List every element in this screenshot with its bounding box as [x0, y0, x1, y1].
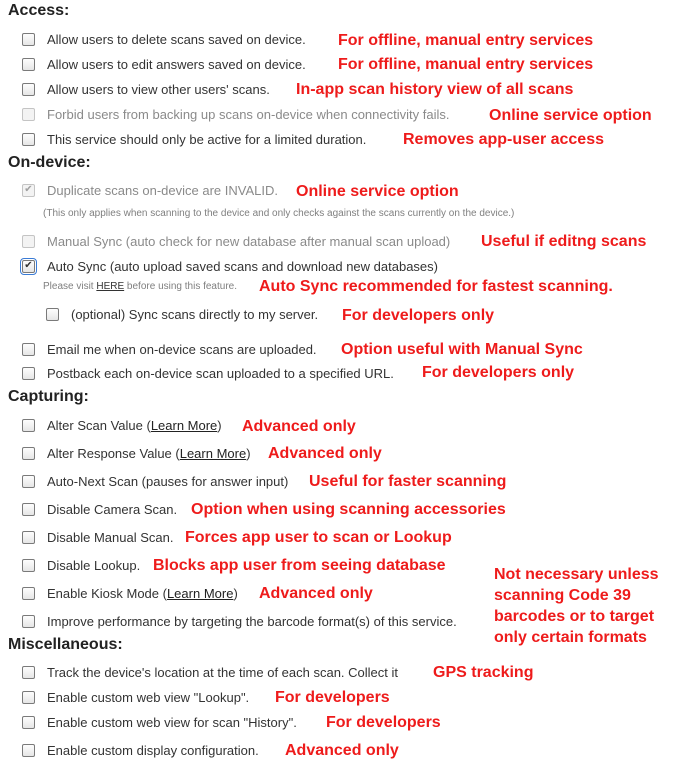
option-limited-duration [22, 129, 366, 149]
allow-edit-checkbox[interactable] [22, 58, 35, 71]
section-access: Access: [8, 2, 70, 19]
email-upload-checkbox[interactable] [22, 343, 35, 356]
limited-duration-checkbox[interactable] [22, 133, 35, 146]
kiosk-mode-label: Enable Kiosk Mode (Learn More) [47, 585, 238, 601]
option-custom-display-config [22, 740, 259, 760]
email-upload-annotation: Option useful with Manual Sync [341, 341, 583, 358]
alter-response-value-label: Alter Response Value (Learn More) [47, 445, 251, 461]
option-email-upload [22, 339, 317, 359]
option-disable-camera-scan [22, 499, 177, 519]
postback-annotation: For developers only [422, 364, 575, 381]
auto-sync-checkbox[interactable]: ✔ [22, 260, 35, 273]
alter-response-value-checkbox[interactable] [22, 447, 35, 460]
custom-display-config-label: Enable custom display configuration. [47, 742, 259, 758]
allow-delete-checkbox[interactable] [22, 33, 35, 46]
option-sync-server [46, 304, 318, 324]
custom-display-config-annotation: Advanced only [285, 742, 399, 759]
duplicate-invalid-annotation: Online service option [296, 183, 459, 200]
auto-sync-help-text: Please visit HERE before using this feature. [43, 281, 238, 292]
sync-server-checkbox[interactable] [46, 308, 59, 321]
manual-sync-annotation: Useful if editng scans [481, 233, 647, 250]
custom-history-view-checkbox[interactable] [22, 716, 35, 729]
postback-label: Postback each on-device scan uploaded to a specified URL. [47, 365, 394, 381]
track-location-checkbox[interactable] [22, 666, 35, 679]
custom-display-config-checkbox[interactable] [22, 744, 35, 757]
option-allow-edit [22, 54, 306, 74]
option-disable-lookup [22, 555, 140, 575]
allow-delete-annotation: For offline, manual entry services [338, 32, 594, 49]
email-upload-label: Email me when on-device scans are uploaded. [47, 341, 317, 357]
forbid-backup-label: Forbid users from backing up scans on-device when connectivity fails. [47, 106, 450, 122]
allow-edit-annotation: For offline, manual entry services [338, 56, 594, 73]
custom-history-view-label: Enable custom web view for scan "History". [47, 714, 297, 730]
option-auto-next-scan [22, 471, 288, 491]
section-capturing: Capturing: [8, 388, 89, 405]
kiosk-learn-more-link[interactable]: Learn More [166, 585, 234, 601]
disable-camera-scan-checkbox[interactable] [22, 503, 35, 516]
duplicate-invalid-checkbox[interactable]: ✔ [22, 184, 35, 197]
disable-manual-scan-annotation: Forces app user to scan or Lookup [185, 529, 452, 546]
duplicate-invalid-label: Duplicate scans on-device are INVALID. [47, 182, 278, 198]
option-allow-delete [22, 29, 306, 49]
manual-sync-checkbox[interactable] [22, 235, 35, 248]
option-alter-response-value [22, 443, 251, 463]
option-duplicate-invalid [22, 180, 278, 200]
track-location-label: Track the device's location at the time of each scan. Collect it [47, 664, 398, 680]
view-other-scans-annotation: In-app scan history view of all scans [296, 81, 574, 98]
option-auto-sync [22, 256, 438, 276]
custom-history-view-annotation: For developers [326, 714, 441, 731]
kiosk-mode-annotation: Advanced only [259, 585, 373, 602]
option-disable-manual-scan [22, 527, 173, 547]
view-other-scans-checkbox[interactable] [22, 83, 35, 96]
barcode-format-annotation: Not necessary unless scanning Code 39 barcodes or to target only certain formats [494, 566, 659, 646]
section-miscellaneous: Miscellaneous: [8, 636, 123, 653]
alter-scan-learn-more-link[interactable]: Learn More [150, 417, 218, 433]
option-custom-lookup-view [22, 687, 249, 707]
custom-lookup-view-label: Enable custom web view "Lookup". [47, 689, 250, 705]
custom-lookup-view-annotation: For developers [275, 689, 390, 706]
forbid-backup-annotation: Online service option [489, 107, 652, 124]
limited-duration-label: This service should only be active for a limited duration. [47, 131, 367, 147]
barcode-format-label: Improve performance by targeting the barcode format(s) of this service. [47, 613, 457, 629]
auto-next-scan-label: Auto-Next Scan (pauses for answer input) [47, 473, 289, 489]
alter-response-learn-more-link[interactable]: Learn More [179, 445, 247, 461]
forbid-backup-checkbox[interactable] [22, 108, 35, 121]
disable-manual-scan-label: Disable Manual Scan. [47, 529, 174, 545]
allow-delete-label: Allow users to delete scans saved on device. [47, 31, 306, 47]
allow-edit-label: Allow users to edit answers saved on device. [47, 56, 306, 72]
disable-manual-scan-checkbox[interactable] [22, 531, 35, 544]
option-kiosk-mode [22, 583, 238, 603]
limited-duration-annotation: Removes app-user access [403, 131, 604, 148]
alter-scan-value-annotation: Advanced only [242, 418, 356, 435]
disable-camera-scan-annotation: Option when using scanning accessories [191, 501, 506, 518]
option-track-location [22, 662, 398, 682]
disable-lookup-annotation: Blocks app user from seeing database [153, 557, 446, 574]
kiosk-mode-checkbox[interactable] [22, 587, 35, 600]
sync-server-annotation: For developers only [342, 307, 495, 324]
sync-server-label: (optional) Sync scans directly to my server. [71, 306, 319, 322]
disable-camera-scan-label: Disable Camera Scan. [47, 501, 178, 517]
duplicate-help-text: (This only applies when scanning to the device and only checks against the scans currently on the device.) [43, 208, 515, 219]
auto-sync-label: Auto Sync (auto upload saved scans and download new databases) [47, 258, 438, 274]
auto-next-scan-annotation: Useful for faster scanning [309, 473, 507, 490]
section-on-device: On-device: [8, 154, 91, 171]
option-postback [22, 363, 394, 383]
track-location-annotation: GPS tracking [433, 664, 534, 681]
option-manual-sync [22, 231, 450, 251]
option-view-other-scans [22, 79, 270, 99]
option-custom-history-view [22, 712, 297, 732]
disable-lookup-label: Disable Lookup. [47, 557, 141, 573]
auto-next-scan-checkbox[interactable] [22, 475, 35, 488]
manual-sync-label: Manual Sync (auto check for new database after manual scan upload) [47, 233, 451, 249]
disable-lookup-checkbox[interactable] [22, 559, 35, 572]
option-barcode-format [22, 611, 457, 631]
auto-sync-annotation: Auto Sync recommended for fastest scanning. [259, 278, 613, 295]
here-link[interactable]: HERE [96, 281, 125, 292]
option-forbid-backup [22, 104, 449, 124]
view-other-scans-label: Allow users to view other users' scans. [47, 81, 270, 97]
alter-scan-value-label: Alter Scan Value (Learn More) [47, 417, 222, 433]
custom-lookup-view-checkbox[interactable] [22, 691, 35, 704]
alter-response-value-annotation: Advanced only [268, 445, 382, 462]
option-alter-scan-value [22, 415, 222, 435]
alter-scan-value-checkbox[interactable] [22, 419, 35, 432]
postback-checkbox[interactable] [22, 367, 35, 380]
barcode-format-checkbox[interactable] [22, 615, 35, 628]
